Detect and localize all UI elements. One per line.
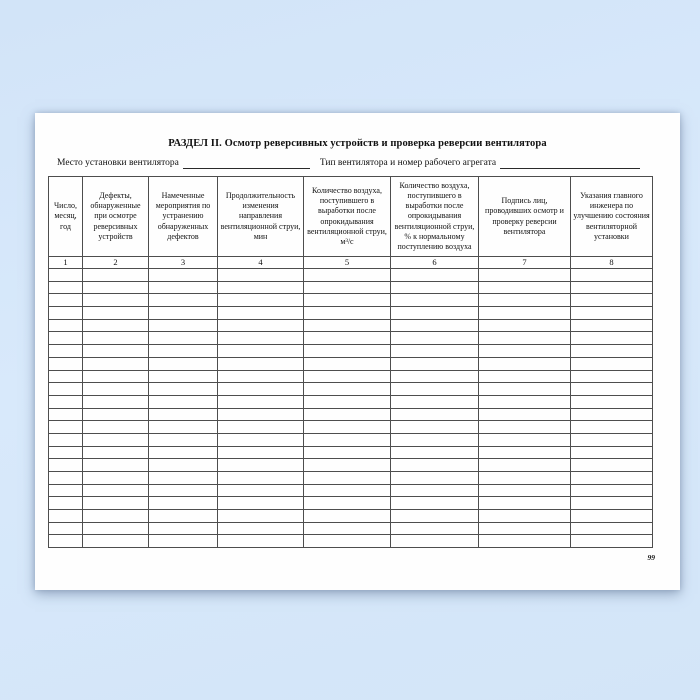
empty-cell <box>49 408 83 421</box>
empty-cell <box>391 472 479 485</box>
table-row <box>49 497 653 510</box>
empty-cell <box>479 319 571 332</box>
empty-cell <box>149 269 218 282</box>
empty-cell <box>391 408 479 421</box>
empty-cell <box>304 319 391 332</box>
empty-cell <box>571 345 653 358</box>
empty-cell <box>49 357 83 370</box>
empty-cell <box>49 294 83 307</box>
empty-cell <box>571 357 653 370</box>
empty-cell <box>83 459 149 472</box>
column-header-cell: Намеченные мероприятия по устранению обнаруженных дефектов <box>149 177 218 257</box>
empty-cell <box>571 433 653 446</box>
table-row <box>49 345 653 358</box>
empty-cell <box>49 522 83 535</box>
empty-cell <box>149 345 218 358</box>
empty-cell <box>304 357 391 370</box>
empty-cell <box>571 459 653 472</box>
empty-cell <box>304 269 391 282</box>
empty-cell <box>83 332 149 345</box>
empty-cell <box>479 307 571 320</box>
empty-cell <box>304 446 391 459</box>
column-header-cell: Число, месяц, год <box>49 177 83 257</box>
table-row <box>49 332 653 345</box>
empty-cell <box>391 357 479 370</box>
empty-cell <box>479 294 571 307</box>
table-row <box>49 433 653 446</box>
empty-cell <box>218 433 304 446</box>
column-header-cell: Подпись лиц, проводивших осмотр и проверку реверсии вентилятора <box>479 177 571 257</box>
empty-cell <box>218 472 304 485</box>
empty-cell <box>149 408 218 421</box>
empty-cell <box>571 497 653 510</box>
table-row <box>49 459 653 472</box>
empty-cell <box>304 497 391 510</box>
empty-cell <box>218 408 304 421</box>
empty-cell <box>49 497 83 510</box>
empty-cell <box>304 332 391 345</box>
empty-cell <box>149 281 218 294</box>
empty-cell <box>49 269 83 282</box>
empty-cell <box>83 510 149 523</box>
table-row <box>49 383 653 396</box>
empty-cell <box>149 395 218 408</box>
empty-cell <box>83 421 149 434</box>
column-number-cell: 5 <box>304 257 391 269</box>
table-row <box>49 357 653 370</box>
empty-cell <box>479 484 571 497</box>
table-row <box>49 294 653 307</box>
empty-cell <box>149 332 218 345</box>
empty-cell <box>149 535 218 548</box>
column-number-cell: 3 <box>149 257 218 269</box>
empty-cell <box>218 332 304 345</box>
empty-cell <box>83 522 149 535</box>
column-number-cell: 1 <box>49 257 83 269</box>
empty-cell <box>479 269 571 282</box>
empty-cell <box>391 497 479 510</box>
empty-cell <box>218 307 304 320</box>
empty-cell <box>83 319 149 332</box>
empty-cell <box>304 383 391 396</box>
empty-cell <box>149 510 218 523</box>
empty-cell <box>479 332 571 345</box>
empty-cell <box>304 345 391 358</box>
empty-cell <box>149 446 218 459</box>
fan-location-fill-line <box>183 157 310 169</box>
empty-cell <box>304 472 391 485</box>
empty-cell <box>391 446 479 459</box>
empty-cell <box>304 421 391 434</box>
empty-cell <box>479 535 571 548</box>
empty-cell <box>149 421 218 434</box>
empty-cell <box>83 307 149 320</box>
empty-cell <box>391 484 479 497</box>
empty-cell <box>479 421 571 434</box>
empty-cell <box>49 472 83 485</box>
empty-cell <box>49 446 83 459</box>
table-row <box>49 421 653 434</box>
empty-cell <box>218 497 304 510</box>
empty-cell <box>218 510 304 523</box>
empty-cell <box>304 281 391 294</box>
empty-cell <box>83 357 149 370</box>
column-header-cell: Количество воздуха, поступившего в выработки после опрокидывания вентиляционной струи, м³/с <box>304 177 391 257</box>
empty-cell <box>83 294 149 307</box>
empty-cell <box>479 345 571 358</box>
empty-cell <box>83 370 149 383</box>
empty-cell <box>218 421 304 434</box>
table-row <box>49 535 653 548</box>
empty-cell <box>479 357 571 370</box>
empty-cell <box>149 497 218 510</box>
empty-cell <box>83 433 149 446</box>
fan-type-label: Тип вентилятора и номер рабочего агрегата <box>319 158 497 168</box>
empty-cell <box>49 307 83 320</box>
table-row <box>49 319 653 332</box>
empty-cell <box>571 408 653 421</box>
empty-cell <box>571 522 653 535</box>
empty-cell <box>49 370 83 383</box>
empty-cell <box>391 269 479 282</box>
empty-cell <box>304 307 391 320</box>
empty-cell <box>571 332 653 345</box>
empty-cell <box>304 408 391 421</box>
empty-cell <box>149 319 218 332</box>
empty-cell <box>391 307 479 320</box>
empty-cell <box>479 433 571 446</box>
empty-cell <box>571 269 653 282</box>
empty-cell <box>218 281 304 294</box>
empty-cell <box>304 370 391 383</box>
empty-cell <box>479 370 571 383</box>
table-row <box>49 370 653 383</box>
empty-cell <box>83 383 149 396</box>
empty-cell <box>391 345 479 358</box>
empty-cell <box>49 332 83 345</box>
empty-cell <box>571 383 653 396</box>
empty-cell <box>479 395 571 408</box>
empty-cell <box>571 484 653 497</box>
empty-cell <box>149 383 218 396</box>
empty-cell <box>571 281 653 294</box>
empty-cell <box>49 345 83 358</box>
header-row <box>49 177 653 257</box>
empty-cell <box>304 484 391 497</box>
column-header-cell: Количество воздуха, поступившего в выработки после опрокидывания вентиляционной струи, % к нормальному поступлению воздуха <box>391 177 479 257</box>
log-table-head <box>49 177 653 269</box>
empty-cell <box>391 433 479 446</box>
table-row <box>49 472 653 485</box>
empty-cell <box>83 497 149 510</box>
log-table-body <box>49 269 653 548</box>
empty-cell <box>571 307 653 320</box>
table-row <box>49 510 653 523</box>
empty-cell <box>479 472 571 485</box>
empty-cell <box>218 484 304 497</box>
form-fields-row <box>57 157 640 169</box>
empty-cell <box>391 332 479 345</box>
empty-cell <box>391 294 479 307</box>
empty-cell <box>304 522 391 535</box>
empty-cell <box>218 395 304 408</box>
empty-cell <box>149 433 218 446</box>
log-table <box>48 176 653 548</box>
empty-cell <box>479 497 571 510</box>
table-row <box>49 522 653 535</box>
empty-cell <box>149 294 218 307</box>
empty-cell <box>571 446 653 459</box>
empty-cell <box>218 522 304 535</box>
page-number: 99 <box>647 553 655 562</box>
empty-cell <box>571 421 653 434</box>
empty-cell <box>49 319 83 332</box>
empty-cell <box>479 408 571 421</box>
table-row <box>49 446 653 459</box>
column-number-cell: 6 <box>391 257 479 269</box>
column-number-cell: 2 <box>83 257 149 269</box>
table-row <box>49 281 653 294</box>
empty-cell <box>149 484 218 497</box>
empty-cell <box>304 395 391 408</box>
empty-cell <box>49 510 83 523</box>
empty-cell <box>83 472 149 485</box>
empty-cell <box>304 294 391 307</box>
empty-cell <box>391 395 479 408</box>
empty-cell <box>571 535 653 548</box>
empty-cell <box>391 383 479 396</box>
empty-cell <box>83 345 149 358</box>
empty-cell <box>49 484 83 497</box>
empty-cell <box>391 281 479 294</box>
empty-cell <box>571 510 653 523</box>
empty-cell <box>218 535 304 548</box>
table-row <box>49 395 653 408</box>
empty-cell <box>218 370 304 383</box>
empty-cell <box>304 535 391 548</box>
empty-cell <box>49 395 83 408</box>
column-number-cell: 4 <box>218 257 304 269</box>
empty-cell <box>49 535 83 548</box>
column-header-cell: Указания главного инженера по улучшению состояния вентиляторной установки <box>571 177 653 257</box>
empty-cell <box>218 357 304 370</box>
empty-cell <box>391 510 479 523</box>
empty-cell <box>304 433 391 446</box>
empty-cell <box>479 446 571 459</box>
empty-cell <box>479 459 571 472</box>
empty-cell <box>49 281 83 294</box>
empty-cell <box>83 269 149 282</box>
empty-cell <box>49 459 83 472</box>
document-page <box>35 113 680 590</box>
empty-cell <box>391 319 479 332</box>
fan-location-label: Место установки вентилятора <box>57 158 179 168</box>
table-row <box>49 269 653 282</box>
fan-type-fill-line <box>500 157 640 169</box>
empty-cell <box>304 510 391 523</box>
empty-cell <box>479 522 571 535</box>
empty-cell <box>571 294 653 307</box>
empty-cell <box>218 383 304 396</box>
column-number-cell: 7 <box>479 257 571 269</box>
column-number-row <box>49 257 653 269</box>
empty-cell <box>571 395 653 408</box>
empty-cell <box>391 535 479 548</box>
empty-cell <box>479 281 571 294</box>
section-title: РАЗДЕЛ II. Осмотр реверсивных устройств и проверка реверсии вентилятора <box>168 138 547 149</box>
empty-cell <box>83 395 149 408</box>
empty-cell <box>149 459 218 472</box>
empty-cell <box>391 370 479 383</box>
empty-cell <box>571 472 653 485</box>
empty-cell <box>83 408 149 421</box>
empty-cell <box>218 319 304 332</box>
empty-cell <box>304 459 391 472</box>
column-header-cell: Дефекты, обнаруженные при осмотре реверсивных устройств <box>83 177 149 257</box>
empty-cell <box>149 472 218 485</box>
empty-cell <box>218 269 304 282</box>
empty-cell <box>83 484 149 497</box>
empty-cell <box>218 294 304 307</box>
table-row <box>49 307 653 320</box>
empty-cell <box>218 459 304 472</box>
column-number-cell: 8 <box>571 257 653 269</box>
empty-cell <box>149 522 218 535</box>
empty-cell <box>149 357 218 370</box>
empty-cell <box>49 383 83 396</box>
empty-cell <box>391 459 479 472</box>
empty-cell <box>49 433 83 446</box>
empty-cell <box>149 370 218 383</box>
empty-cell <box>218 345 304 358</box>
empty-cell <box>218 446 304 459</box>
empty-cell <box>391 421 479 434</box>
empty-cell <box>49 421 83 434</box>
column-header-cell: Продолжительность изменения направления вентиляционной струи, мин <box>218 177 304 257</box>
empty-cell <box>83 535 149 548</box>
empty-cell <box>479 383 571 396</box>
empty-cell <box>571 319 653 332</box>
empty-cell <box>479 510 571 523</box>
empty-cell <box>83 446 149 459</box>
table-row <box>49 484 653 497</box>
empty-cell <box>83 281 149 294</box>
empty-cell <box>149 307 218 320</box>
empty-cell <box>571 370 653 383</box>
empty-cell <box>391 522 479 535</box>
table-row <box>49 408 653 421</box>
